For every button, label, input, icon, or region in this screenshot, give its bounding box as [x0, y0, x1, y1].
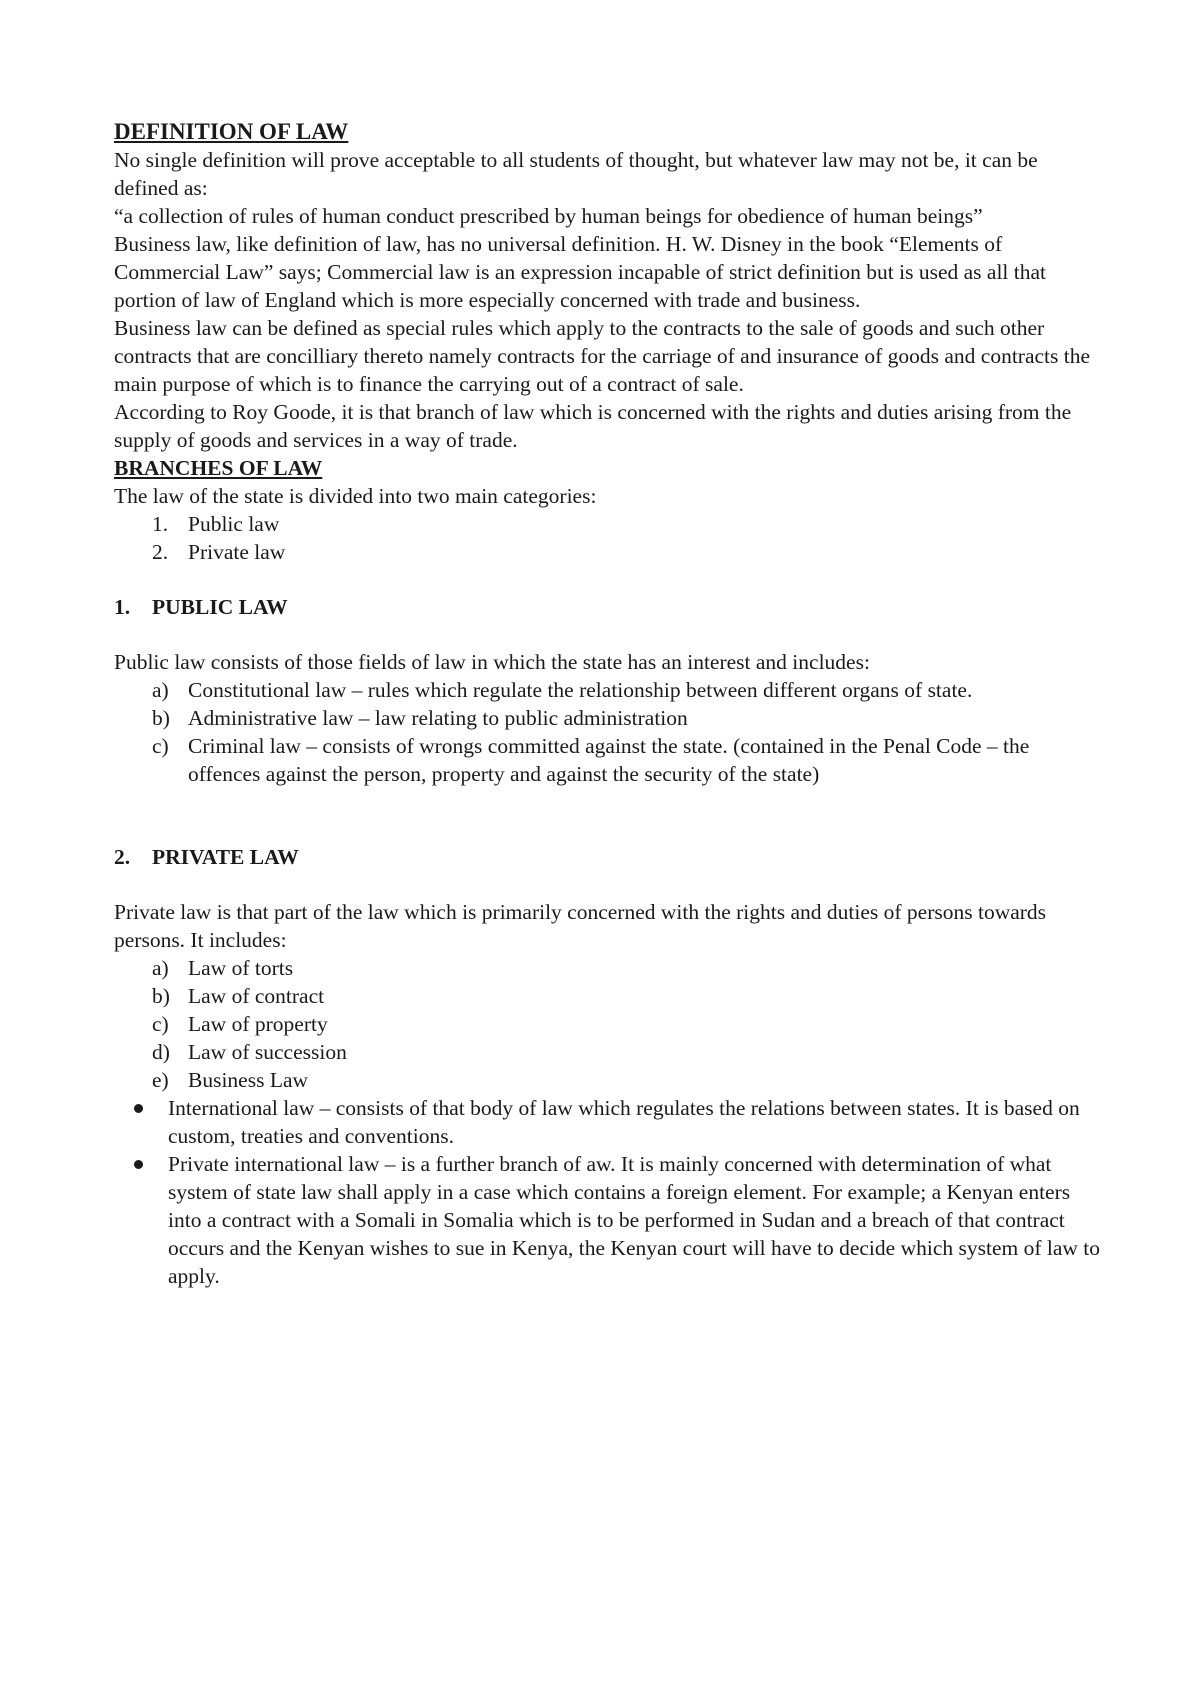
list-item	[114, 538, 1104, 566]
definition-quote: “a collection of rules of human conduct prescribed by human beings for obedience of human beings”	[114, 204, 983, 228]
list-item-text: Law of contract	[188, 984, 325, 1008]
list-item-text: Law of torts	[188, 956, 294, 980]
intro-paragraph: No single definition will prove acceptable to all students of thought, but whatever law may not be, it can be defined as:	[114, 148, 1038, 200]
list-marker: c)	[152, 1012, 169, 1036]
public-law-list	[114, 676, 1104, 788]
section-number: 1.	[114, 595, 131, 619]
list-item	[114, 982, 1104, 1010]
list-item	[114, 1066, 1104, 1094]
bullet-icon	[134, 1104, 143, 1113]
list-item	[114, 704, 1104, 732]
private-law-heading	[114, 843, 1104, 871]
list-item-text: Administrative law – law relating to public administration	[188, 706, 688, 730]
list-item-text: Public law	[188, 512, 280, 536]
list-item	[114, 954, 1104, 982]
list-item	[114, 1038, 1104, 1066]
private-law-list	[114, 954, 1104, 1094]
list-marker: 1.	[152, 512, 169, 536]
list-item	[114, 732, 1104, 788]
list-item-text: Law of succession	[188, 1040, 347, 1064]
list-item-text: Business Law	[188, 1068, 309, 1092]
section-number: 2.	[114, 845, 131, 869]
goode-paragraph: According to Roy Goode, it is that branch of law which is concerned with the rights and duties arising from the supply of goods and services in a way of trade.	[114, 400, 1072, 452]
list-item	[114, 510, 1104, 538]
list-item-text: Private international law – is a further branch of aw. It is mainly concerned with determination of what system of state law shall apply in a case which contains a foreign element. For example; a Kenyan enters into a contract with a Somali in Somalia which is to be performed in Sudan and a breach of that contract occurs and the Kenyan wishes to sue in Kenya, the Kenyan court will have to decide which system of law to apply.	[168, 1152, 1101, 1288]
list-marker: e)	[152, 1068, 169, 1092]
private-law-bullets	[114, 1094, 1104, 1290]
list-item-text: Law of property	[188, 1012, 328, 1036]
branches-intro: The law of the state is divided into two main categories:	[114, 484, 597, 508]
list-item-text: International law – consists of that body of law which regulates the relations between states. It is based on custom, treaties and conventions.	[168, 1096, 1080, 1148]
branches-heading: BRANCHES OF LAW	[114, 456, 323, 480]
business-law-paragraph: Business law can be defined as special rules which apply to the contracts to the sale of goods and such other contracts that are concilliary thereto namely contracts for the carriage of and insurance of goods and contracts the main purpose of which is to finance the carrying out of a contract of sale.	[114, 316, 1091, 396]
list-marker: 2.	[152, 540, 169, 564]
list-item	[114, 1094, 1104, 1150]
branches-list	[114, 510, 1104, 566]
list-item-text: Private law	[188, 540, 286, 564]
public-law-intro: Public law consists of those fields of law in which the state has an interest and includes:	[114, 650, 870, 674]
list-marker: b)	[152, 706, 170, 730]
list-item-text: Criminal law – consists of wrongs committed against the state. (contained in the Penal Code – the offences against the person, property and against the security of the state)	[188, 734, 1030, 786]
list-marker: d)	[152, 1040, 170, 1064]
list-marker: b)	[152, 984, 170, 1008]
private-law-intro: Private law is that part of the law which is primarily concerned with the rights and duties of persons towards persons. It includes:	[114, 900, 1047, 952]
disney-paragraph: Business law, like definition of law, has no universal definition. H. W. Disney in the book “Elements of Commercial Law” says; Commercial law is an expression incapable of strict definition but is used as all that portion of law of England which is more especially concerned with trade and business.	[114, 232, 1047, 312]
section-title-text: PUBLIC LAW	[152, 595, 288, 619]
list-marker: c)	[152, 734, 169, 758]
list-item	[114, 676, 1104, 704]
document-page	[114, 118, 1104, 1290]
public-law-heading	[114, 593, 1104, 621]
list-marker: a)	[152, 956, 169, 980]
list-marker: a)	[152, 678, 169, 702]
list-item	[114, 1010, 1104, 1038]
section-title-text: PRIVATE LAW	[152, 845, 299, 869]
bullet-icon	[134, 1160, 143, 1169]
page-title: DEFINITION OF LAW	[114, 119, 349, 144]
list-item-text: Constitutional law – rules which regulate the relationship between different organs of state.	[188, 678, 973, 702]
list-item	[114, 1150, 1104, 1290]
